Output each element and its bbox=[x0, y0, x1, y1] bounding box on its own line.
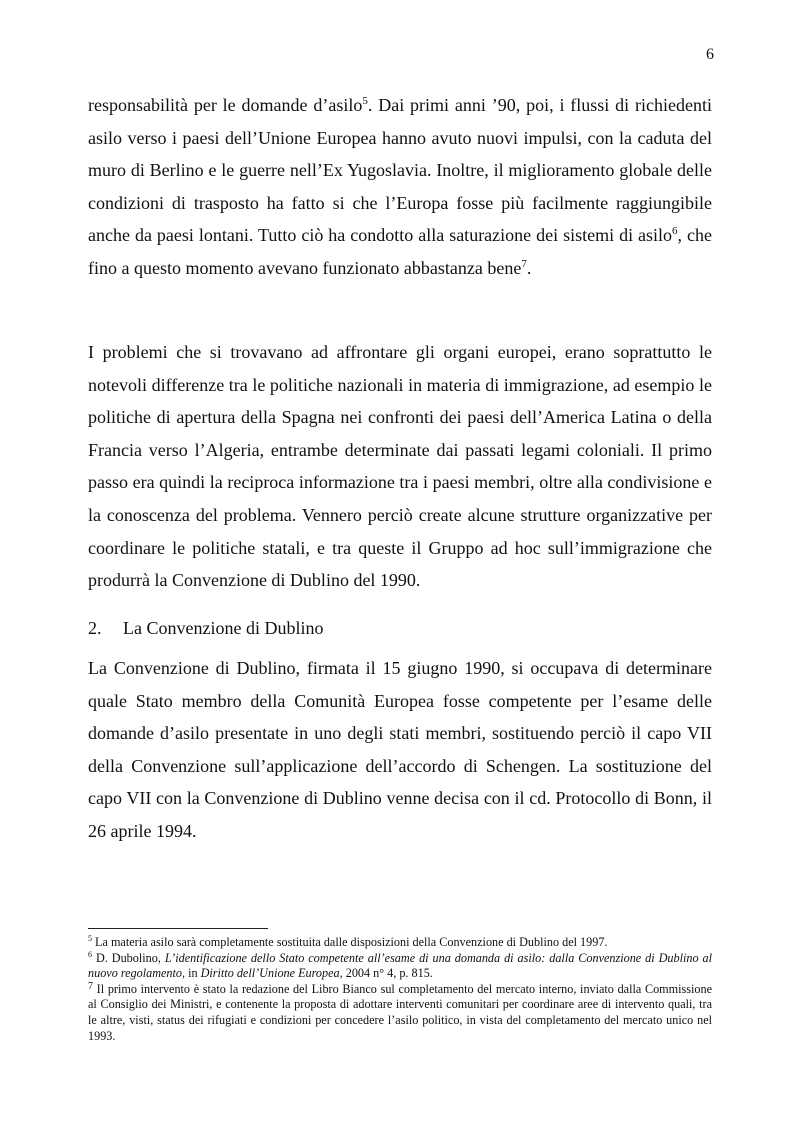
footnote-5-number: 5 bbox=[88, 934, 92, 943]
paragraph-1 bbox=[88, 89, 712, 285]
footnote-separator bbox=[88, 928, 268, 929]
paragraph-2: I problemi che si trovavano ad affrontare gli organi europei, erano soprattutto le notevoli differenze tra le politiche nazionali in materia di immigrazione, ad esempio le politiche di apertura della Spagna nei confronti dei paesi dell’America Latina o della Francia verso l’Algeria, entrambe determinate dai passati legami coloniali. Il primo passo era quindi la reciproca informazione tra i paesi membri, oltre alla condivisione e la conoscenza del problema. Vennero perciò create alcune strutture organizzative per coordinare le politiche statali, e tra queste il Gruppo ad hoc sull’immigrazione che produrrà la Convenzione di Dublino del 1990. bbox=[88, 342, 712, 591]
footnote-7-number: 7 bbox=[88, 980, 93, 992]
footnote-7 bbox=[88, 982, 712, 1044]
section-number: 2. bbox=[88, 618, 102, 638]
footnote-6-title: L’identificazione dello Stato competente all’esame di una domanda di asilo: dalla Convenzione di Dublino al nuovo regolamento bbox=[88, 950, 713, 981]
paragraph-1-part-2: . Dai primi anni ’90, poi, i flussi di richiedenti asilo verso i paesi dell’Unione Europea hanno avuto nuovi impulsi, con la caduta del muro di Berlino e le guerre nell’Ex Yugoslavia. Inoltre, il miglioramento globale delle condizioni di trasposto ha fatto si che l’Europa fosse più facilmente raggiungibile anche da paesi lontani. Tutto ciò ha condotto alla saturazione dei sistemi di asilo bbox=[88, 95, 712, 246]
footnote-6-author: D. Dubolino, bbox=[92, 950, 165, 965]
footnote-5 bbox=[88, 935, 712, 951]
footnotes bbox=[88, 935, 712, 1044]
paragraph-1-part-4: . bbox=[526, 257, 532, 278]
footnote-ref-5[interactable]: 5 bbox=[362, 95, 368, 107]
section-heading bbox=[88, 614, 323, 642]
paragraph-3: La Convenzione di Dublino, firmata il 15 giugno 1990, si occupava di determinare quale Stato membro della Comunità Europea fosse competente per l’esame delle domande d’asilo presentate in uno degli stati membri, sostituendo perciò il capo VII della Convenzione sull’applicazione dell’accordo di Schengen. La sostituzione del capo VII con la Convenzione di Dublino venne decisa con il cd. Protocollo di Bonn, il 26 aprile 1994. bbox=[88, 658, 712, 841]
footnote-6-ref: , 2004 n° 4, p. 815. bbox=[339, 966, 433, 981]
section-title: La Convenzione di Dublino bbox=[123, 618, 324, 638]
footnote-7-text: Il primo intervento è stato la redazione del Libro Bianco sul completamento del mercato interno, inviato dalla Commissione al Consiglio dei Ministri, e contenente la proposta di adottare interventi comunitari per coordinare aree di intervento quali, tra le altre, visti, status dei rifugiati e condizioni per concedere l’asilo politico, in vista del completamento del mercato unico nel 1993. bbox=[88, 981, 712, 1043]
footnote-6-in: , in bbox=[181, 966, 201, 981]
footnote-6-journal: Diritto dell’Unione Europea bbox=[200, 966, 340, 981]
paragraph-1-part-3: , che fino a questo momento avevano funzionato abbastanza bene bbox=[88, 225, 712, 278]
footnote-5-text: La materia asilo sarà completamente sostituita dalle disposizioni della Convenzione di Dublino del 1997. bbox=[92, 935, 608, 949]
paragraph-1-part-1: responsabilità per le domande d’asilo bbox=[88, 95, 363, 115]
page-number: 6 bbox=[706, 46, 714, 63]
footnote-6 bbox=[88, 951, 712, 982]
footnote-ref-7[interactable]: 7 bbox=[521, 257, 527, 270]
footnote-ref-6[interactable]: 6 bbox=[672, 225, 678, 238]
footnote-6-number: 6 bbox=[88, 949, 92, 959]
